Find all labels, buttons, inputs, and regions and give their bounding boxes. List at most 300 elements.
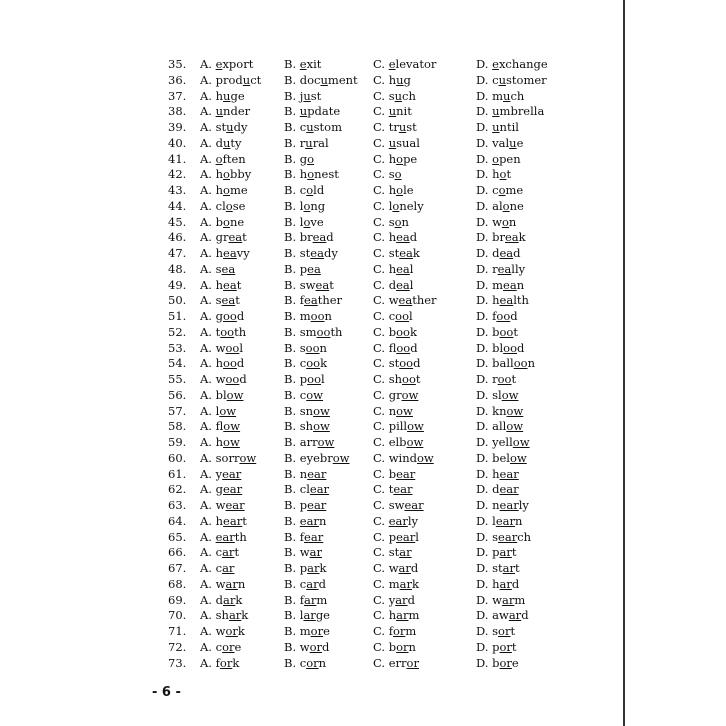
underlined-sound: u [398,120,407,134]
word-part: st [492,561,503,575]
option-word [300,451,350,465]
option-letter: B. [284,167,300,182]
option-word [216,341,243,355]
word-part: m [408,608,420,623]
option-word [216,309,245,323]
option-d [476,561,566,577]
option-letter: A. [200,529,216,544]
underlined-sound: ar [502,561,516,575]
option-word [389,356,421,370]
option-letter: C. [373,387,389,402]
underlined-sound: o [215,151,223,166]
option-d [476,608,566,624]
question-number: 39. [168,120,187,134]
option-word [389,467,416,481]
option-a [200,152,284,168]
option-letter: C. [373,356,389,371]
option-letter: A. [200,230,216,245]
option-word [389,388,419,402]
word-part: br [299,230,313,245]
question-number: 36. [168,72,187,87]
word-part: w [299,545,310,560]
option-b [284,246,373,262]
option-letter: A. [200,592,216,607]
word-part: le [403,183,414,197]
word-part: doc [299,72,321,87]
option-letter: A. [200,309,216,323]
option-c [373,89,476,105]
word-part: t [511,545,517,560]
option-letter: D. [476,655,493,670]
option-word [389,498,424,512]
option-letter: B. [284,466,300,481]
word-part: dy [233,120,248,134]
option-c [373,183,476,199]
option-letter: C. [373,513,389,528]
question-row [168,152,566,168]
option-letter: C. [373,135,389,150]
option-a [200,656,284,672]
word-part: r [299,135,306,150]
option-word [216,372,247,386]
underlined-sound: ar [222,545,235,560]
option-letter: A. [200,513,216,528]
underlined-sound: ow [239,450,257,465]
option-word [300,419,330,433]
option-letter: D. [476,529,493,544]
option-word [300,388,323,402]
word-part: k [235,592,243,607]
option-d [476,435,566,451]
word-part: e [516,135,524,150]
question-row [168,199,566,215]
option-word [216,73,262,87]
underlined-sound: or [225,624,238,638]
option-b [284,530,373,546]
option-word [216,152,246,166]
option-letter: B. [284,214,300,229]
option-b [284,467,373,483]
underlined-sound: ow [313,403,330,418]
word-part: d [410,340,418,355]
option-word [216,57,254,71]
word-part: ne [509,198,524,213]
option-c [373,278,476,294]
option-word [389,561,419,575]
option-word [492,435,529,449]
word-part: f [492,309,497,323]
option-letter: D. [476,183,493,197]
option-letter: B. [284,261,300,276]
option-word [216,120,248,134]
option-word [389,404,413,418]
option-b [284,498,373,514]
option-word [492,57,548,71]
option-letter: A. [200,419,216,434]
option-b [284,514,373,530]
option-letter: D. [476,435,493,449]
option-c [373,530,476,546]
underlined-sound: ear [223,482,243,497]
option-word [389,372,421,386]
word-part: lth [513,293,529,308]
word-part: h [215,88,224,103]
option-word [389,57,437,71]
underlined-sound: or [219,655,233,670]
word-part: t [236,277,242,292]
option-word [300,577,326,591]
word-part: c [299,387,307,402]
word-part: tr [388,120,399,134]
word-part: c [299,120,307,134]
option-letter: C. [373,529,389,544]
word-part: wind [388,450,417,465]
word-part: fl [388,340,397,355]
word-part: b [388,466,397,481]
option-b [284,73,373,89]
word-part: k [412,246,420,260]
word-part: pdate [307,104,341,119]
option-word [492,293,529,307]
option-letter: D. [476,403,493,418]
option-word [216,419,240,433]
option-word [216,656,240,670]
option-a [200,341,284,357]
option-word [300,341,327,355]
word-part: sw [299,277,316,292]
word-part: d [521,608,529,623]
word-part: arr [299,435,318,449]
word-part: bl [492,340,504,355]
question-row [168,325,566,341]
option-letter: D. [476,198,493,213]
word-part: c [492,183,499,197]
option-word [389,577,419,591]
option-letter: D. [476,324,493,339]
underlined-sound: u [388,104,397,119]
word-part: m [388,576,400,591]
question-number: 57. [168,403,187,418]
underlined-sound: ar [399,545,412,560]
word-part: st [388,545,400,560]
option-word [216,136,242,150]
option-word [300,120,342,134]
option-c [373,545,476,561]
option-a [200,467,284,483]
underlined-sound: ow [509,450,527,465]
option-c [373,293,476,309]
option-word [389,73,411,87]
option-word [389,325,417,339]
underlined-sound: or [396,639,409,654]
word-part: h [215,167,224,182]
option-c [373,230,476,246]
underlined-sound: ea [307,261,321,276]
option-letter: A. [200,293,216,308]
underlined-sound: oo [496,309,511,323]
word-part: n [408,639,416,654]
option-letter: B. [284,545,300,560]
option-letter: B. [284,372,300,386]
option-a [200,388,284,404]
option-c [373,514,476,530]
option-word [389,215,409,229]
option-word [492,73,547,87]
underlined-sound: o [396,183,404,197]
underlined-sound: ear [499,466,519,481]
word-part: d [388,277,397,292]
word-part: t [513,324,518,339]
word-part: l [409,261,414,276]
option-c [373,593,476,609]
underlined-sound: ow [401,387,419,402]
option-b [284,199,373,215]
option-letter: D. [476,57,493,71]
word-part: p [299,498,308,512]
word-part: p [299,372,308,386]
word-part: elb [388,435,407,449]
question-number: 53. [168,340,187,355]
word-part: n [299,466,308,481]
underlined-sound: ear [307,498,327,512]
option-letter: D. [476,576,493,591]
option-b [284,561,373,577]
option-word [300,482,329,496]
option-c [373,309,476,325]
underlined-sound: oo [503,340,518,355]
option-letter: B. [284,513,300,528]
option-b [284,451,373,467]
underlined-sound: o [396,151,404,166]
option-word [216,593,243,607]
word-part: t [329,277,334,292]
option-a [200,404,284,420]
option-letter: C. [373,419,389,434]
word-part: l [239,340,244,355]
question-number: 72. [168,639,187,654]
option-word [389,514,418,528]
option-word [492,325,518,339]
word-part: sorr [215,450,240,465]
word-part: h [492,167,500,182]
word-part: sn [299,403,314,418]
underlined-sound: ea [223,246,237,260]
underlined-sound: ea [315,277,330,292]
option-d [476,89,566,105]
option-letter: A. [200,608,216,623]
word-part: f [299,529,305,544]
word-part: st [388,356,400,371]
option-letter: B. [284,151,300,166]
option-c [373,246,476,262]
word-part: t [235,293,240,308]
underlined-sound: ar [304,592,317,607]
option-a [200,498,284,514]
option-word [300,183,324,197]
option-letter: C. [373,104,389,119]
option-c [373,577,476,593]
option-c [373,167,476,183]
underlined-sound: ow [417,450,434,465]
question-row [168,356,566,372]
underlined-sound: or [499,655,512,670]
word-part: th [234,324,247,339]
option-word [492,89,524,103]
option-letter: C. [373,608,389,623]
word-part: lly [511,261,526,276]
underlined-sound: ar [309,545,322,560]
word-part: pe [403,151,418,166]
option-d [476,577,566,593]
question-number: 68. [168,576,187,591]
underlined-sound: o [223,183,230,197]
underlined-sound: or [499,639,512,654]
option-word [389,199,424,213]
option-a [200,608,284,624]
word-part: pen [499,151,521,166]
option-word [389,341,418,355]
underlined-sound: ear [499,498,519,512]
underlined-sound: ow [313,419,330,434]
word-part: t [234,545,240,560]
word-part: c [299,183,307,197]
option-a [200,167,284,183]
option-d [476,482,566,498]
word-part: nest [314,167,339,182]
word-part: nder [223,104,251,119]
word-part: l [299,198,304,213]
word-part: ty [230,135,242,150]
underlined-sound: ear [304,529,324,544]
option-letter: A. [200,435,216,449]
option-d [476,530,566,546]
option-letter: C. [373,72,389,87]
option-b [284,262,373,278]
option-d [476,199,566,215]
underlined-sound: oo [499,324,514,339]
option-word [389,309,413,323]
question-number: 70. [168,608,187,623]
option-word [216,167,252,181]
option-c [373,104,476,120]
word-part: t [511,639,517,654]
option-word [389,104,412,118]
option-d [476,640,566,656]
word-part: h [388,72,397,87]
option-letter: B. [284,561,300,575]
option-letter: D. [476,230,493,245]
underlined-sound: or [392,624,406,638]
question-number: 66. [168,545,187,560]
option-letter: D. [476,624,493,638]
underlined-sound: oo [305,340,320,355]
option-letter: A. [200,277,216,292]
option-word [300,325,343,339]
option-word [216,356,245,370]
option-word [216,624,245,638]
word-part: h [215,246,224,260]
option-word [492,467,519,481]
option-b [284,404,373,420]
option-word [216,467,242,481]
question-number: 60. [168,450,187,465]
option-letter: B. [284,529,300,544]
underlined-sound: ar [508,608,522,623]
option-word [300,309,332,323]
word-part: s [215,293,222,308]
option-word [300,73,358,87]
word-part: ct [250,72,262,87]
underlined-sound: ea [310,246,324,260]
word-part: ral [312,135,329,150]
word-part: d [318,576,326,591]
option-word [492,388,518,402]
underlined-sound: ar [222,561,235,575]
word-part: h [388,230,397,245]
question-number: 58. [168,419,187,434]
word-part: c [215,545,223,560]
option-letter: B. [284,230,300,245]
option-letter: C. [373,576,389,591]
word-part: n [324,309,332,323]
word-part: b [215,214,223,229]
option-word [492,451,527,465]
option-word [300,262,321,276]
option-word [492,404,523,418]
question-number: 42. [168,167,187,182]
option-d [476,262,566,278]
option-b [284,215,373,231]
word-part: c [215,561,223,575]
word-part: h [388,183,397,197]
word-part: k [319,561,327,575]
question-number: 38. [168,104,187,119]
option-b [284,136,373,152]
option-word [300,57,322,71]
option-d [476,514,566,530]
option-d [476,341,566,357]
option-letter: A. [200,403,216,418]
option-word [492,262,525,276]
option-d [476,293,566,309]
question-number: 44. [168,198,187,213]
word-part: f [388,624,393,638]
option-letter: A. [200,387,216,402]
question-row [168,309,566,325]
option-word [492,309,518,323]
underlined-sound: oo [497,372,512,386]
word-part: l [299,214,304,229]
option-b [284,325,373,341]
option-b [284,640,373,656]
option-c [373,561,476,577]
option-word [389,435,424,449]
option-letter: B. [284,293,300,308]
word-part: l [409,277,414,292]
option-b [284,293,373,309]
option-a [200,545,284,561]
underlined-sound: ea [399,246,413,260]
underlined-sound: u [306,120,314,134]
option-word [492,561,520,575]
option-word [300,656,326,670]
option-b [284,167,373,183]
option-word [389,293,437,307]
option-letter: A. [200,639,216,654]
underlined-sound: ear [215,529,235,544]
word-part: kn [492,403,507,418]
option-c [373,482,476,498]
